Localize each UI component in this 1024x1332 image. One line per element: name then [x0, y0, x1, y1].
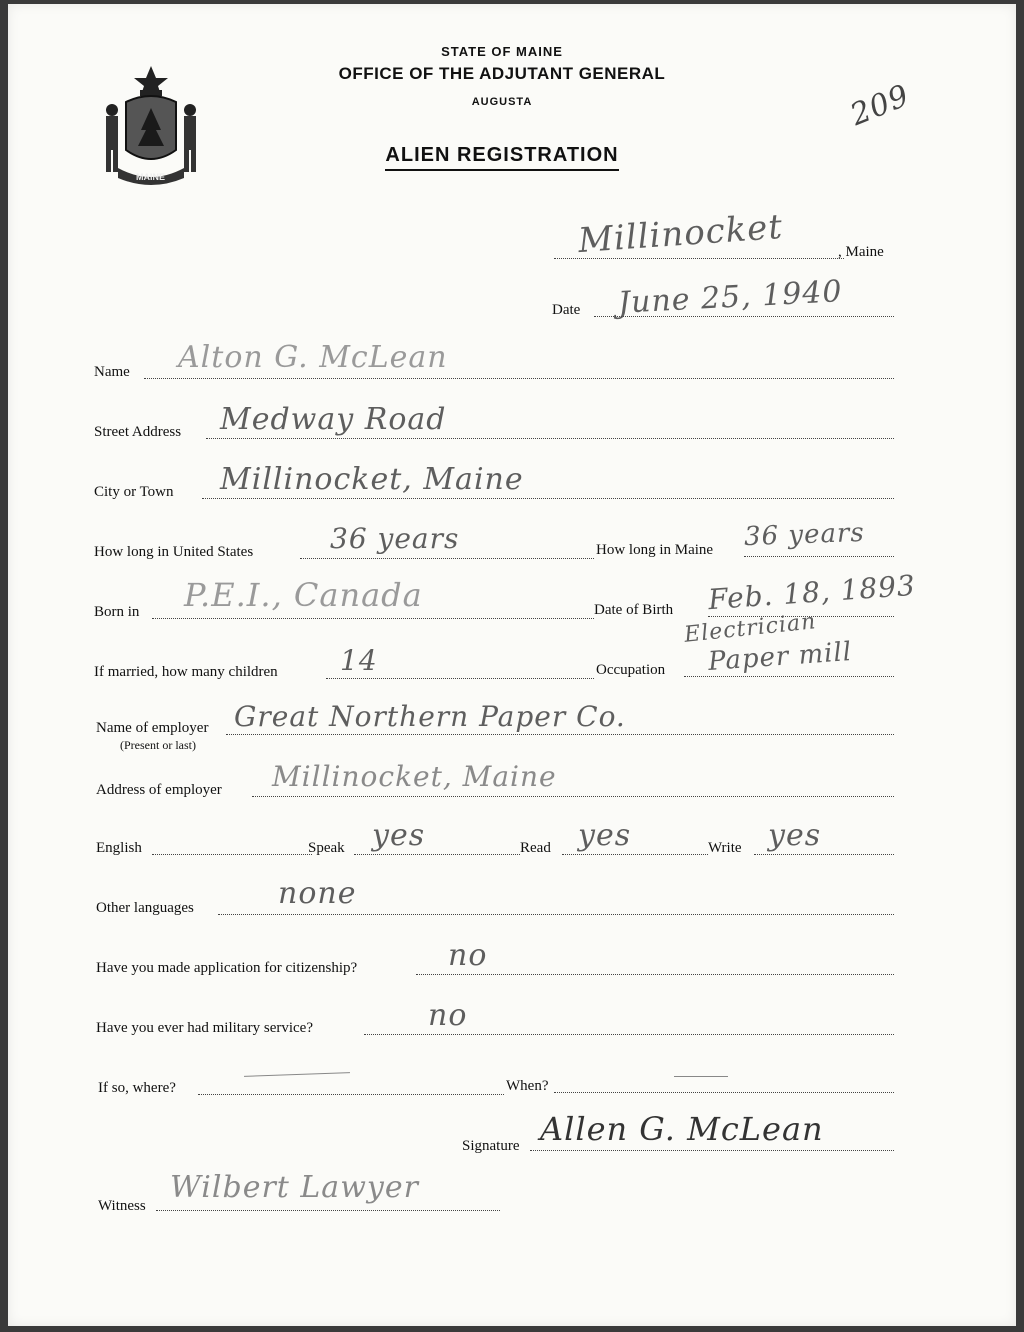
employer-sublabel: (Present or last): [120, 738, 196, 752]
dob-label: Date of Birth: [594, 602, 674, 618]
seal-scroll-text: MAINE: [136, 172, 165, 182]
children-value: 14: [340, 644, 378, 677]
english-label: English: [96, 840, 142, 856]
witness-label: Witness: [98, 1198, 146, 1214]
witness-value: Wilbert Lawyer: [170, 1170, 419, 1205]
employer-address-value: Millinocket, Maine: [272, 760, 557, 793]
city-value: Millinocket, Maine: [220, 462, 524, 497]
signature-value: Allen G. McLean: [540, 1110, 824, 1148]
us-duration-label: How long in United States: [94, 544, 254, 560]
read-value: yes: [578, 818, 632, 853]
page-number: 209: [845, 77, 915, 134]
name-label: Name: [94, 364, 130, 380]
form-title: ALIEN REGISTRATION: [302, 144, 702, 167]
maine-duration-value: 36 years: [743, 517, 866, 553]
state-heading: STATE OF MAINE: [441, 44, 563, 59]
speak-label: Speak: [308, 840, 345, 856]
employer-value: Great Northern Paper Co.: [234, 700, 626, 733]
where-label: If so, where?: [98, 1080, 176, 1096]
dob-value: Feb. 18, 1893: [707, 568, 917, 617]
location-suffix: , Maine: [838, 244, 884, 260]
employer-address-label: Address of employer: [96, 782, 222, 798]
street-address-label: Street Address: [94, 424, 182, 440]
citizenship-label: Have you made application for citizenship?: [96, 960, 358, 976]
when-label: When?: [506, 1078, 549, 1094]
citizenship-value: no: [448, 938, 488, 973]
date-label: Date: [552, 302, 581, 318]
employer-label: Name of employer: [96, 720, 209, 736]
signature-label: Signature: [462, 1138, 520, 1154]
born-in-value: P.E.I., Canada: [184, 576, 423, 614]
maine-duration-label: How long in Maine: [596, 542, 714, 558]
office-heading: OFFICE OF THE ADJUTANT GENERAL: [338, 64, 666, 83]
occupation-value-line1: Electrician: [683, 609, 818, 648]
occupation-value-line2: Paper mill: [707, 637, 854, 677]
city-heading: AUGUSTA: [471, 96, 533, 108]
speak-value: yes: [372, 818, 426, 853]
other-languages-value: none: [278, 876, 357, 911]
military-label: Have you ever had military service?: [96, 1020, 313, 1036]
write-label: Write: [708, 840, 742, 856]
military-value: no: [428, 998, 468, 1033]
location-value: Millinocket: [576, 206, 785, 262]
occupation-label: Occupation: [596, 662, 666, 678]
born-in-label: Born in: [94, 604, 140, 620]
registration-form: [8, 4, 1016, 1326]
city-label: City or Town: [94, 484, 174, 500]
street-address-value: Medway Road: [220, 402, 447, 437]
write-value: yes: [768, 818, 822, 853]
state-seal-icon: [96, 60, 206, 190]
children-label: If married, how many children: [94, 664, 278, 680]
other-languages-label: Other languages: [96, 900, 194, 916]
us-duration-value: 36 years: [330, 522, 460, 555]
name-value: Alton G. McLean: [178, 340, 448, 375]
read-label: Read: [520, 840, 551, 856]
date-value: June 25, 1940: [617, 274, 844, 321]
